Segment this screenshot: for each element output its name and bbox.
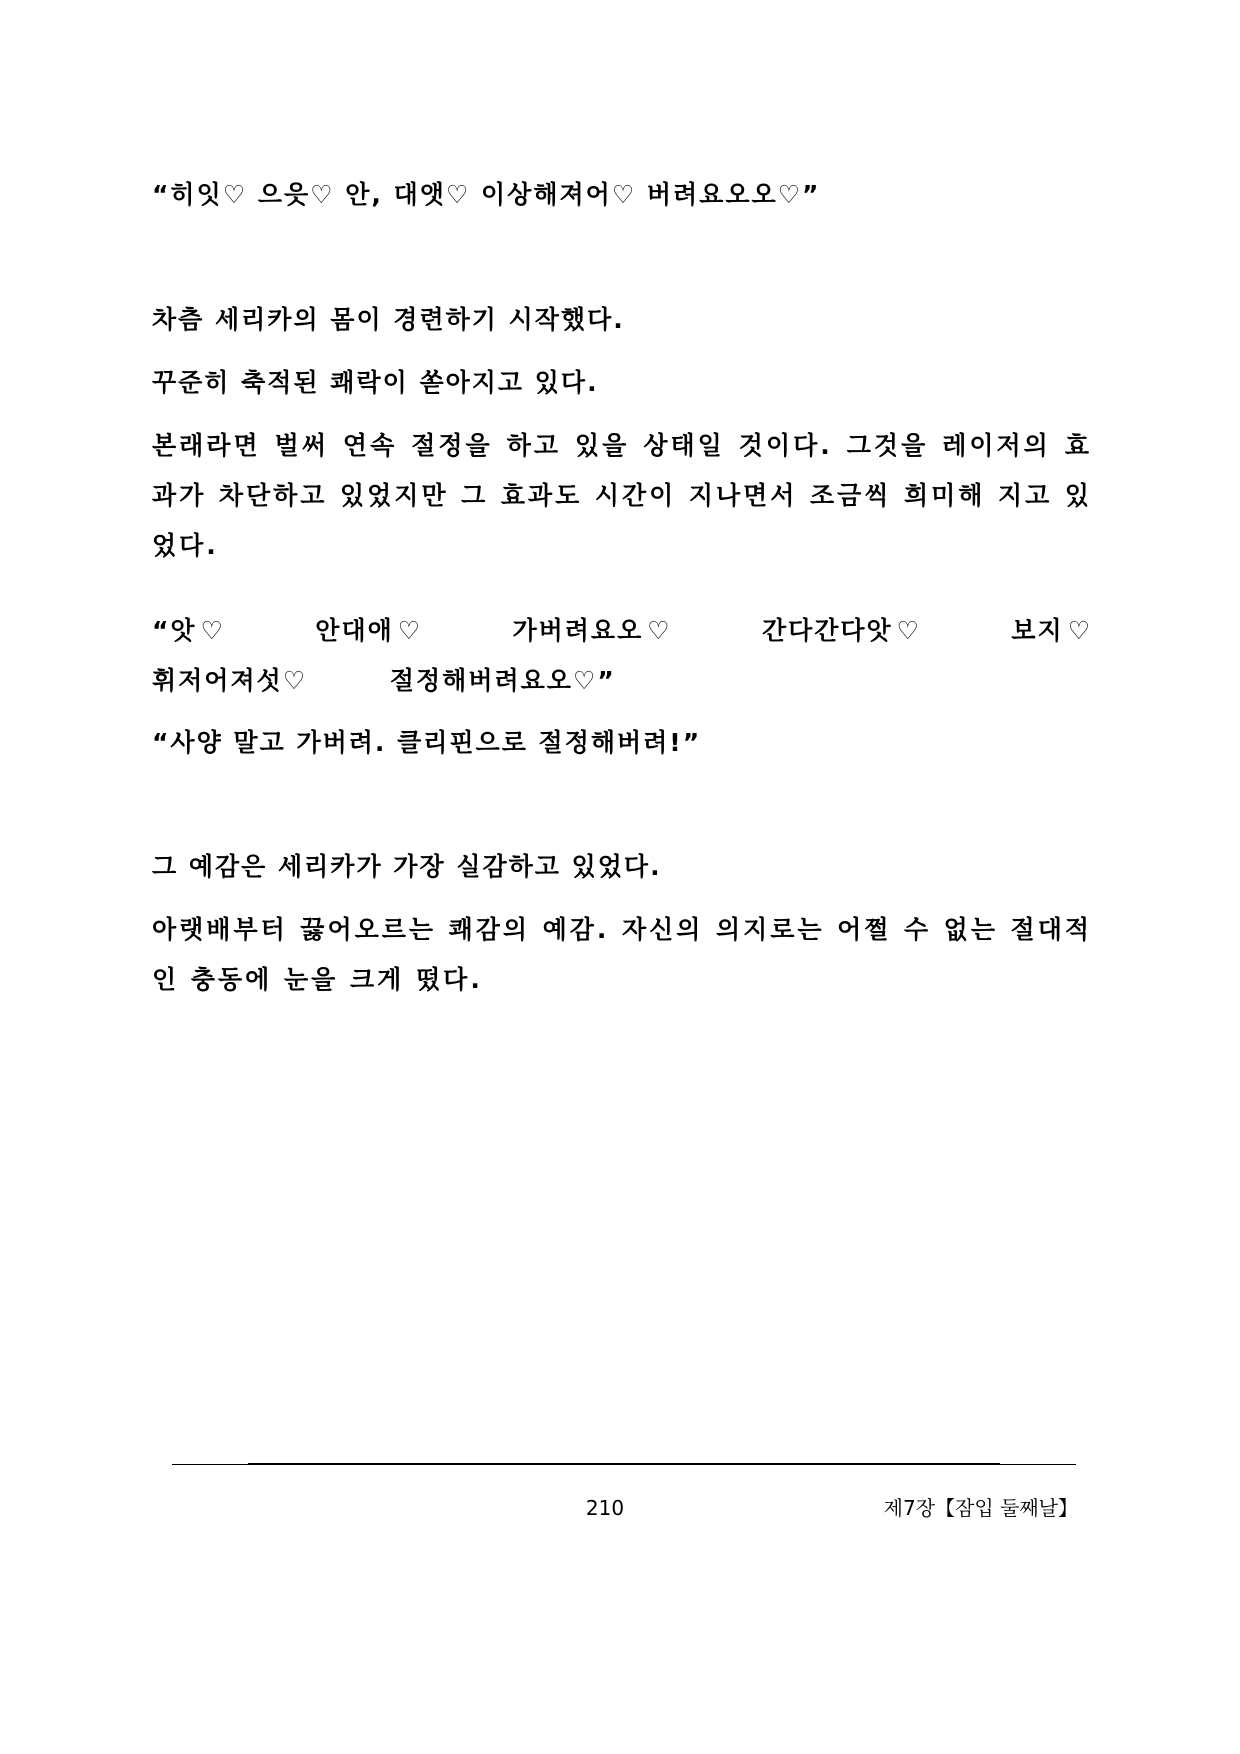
paragraph-narration-2: 꾸준히 축적된 쾌락이 쏟아지고 있다. <box>152 368 599 397</box>
footer-rule-accent <box>248 1463 1000 1465</box>
paragraph-dialogue-2: “앗♡ 안대애♡ 가버려요오♡ 간다간다앗♡ 보지♡ 휘저어져섯♡ 절정해버려요오♡” <box>152 616 1092 695</box>
chapter-label: 제7장【잠입 둘째날】 <box>883 1496 1078 1520</box>
paragraph-dialogue-3: “사양 말고 가버려. 클리핀으로 절정해버려!” <box>152 728 702 757</box>
paragraph-dialogue-1: “히잇♡ 으읏♡ 안, 대앳♡ 이상해져어♡ 버려요오오♡” <box>152 180 821 209</box>
paragraph-narration-4: 그 예감은 세리카가 가장 실감하고 있었다. <box>152 852 662 881</box>
paragraph-narration-3: 본래라면 벌써 연속 절정을 하고 있을 상태일 것이다. 그것을 레이저의 효과가 차단하고 있었지만 그 효과도 시간이 지나면서 조금씩 희미해 지고 있었다. <box>152 431 1092 560</box>
paragraph-narration-1: 차츰 세리카의 몸이 경련하기 시작했다. <box>152 305 625 334</box>
paragraph-narration-5: 아랫배부터 끓어오르는 쾌감의 예감. 자신의 의지로는 어쩔 수 없는 절대적인 충동에 눈을 크게 떴다. <box>152 915 1092 994</box>
page-number: 210 <box>585 1496 625 1520</box>
